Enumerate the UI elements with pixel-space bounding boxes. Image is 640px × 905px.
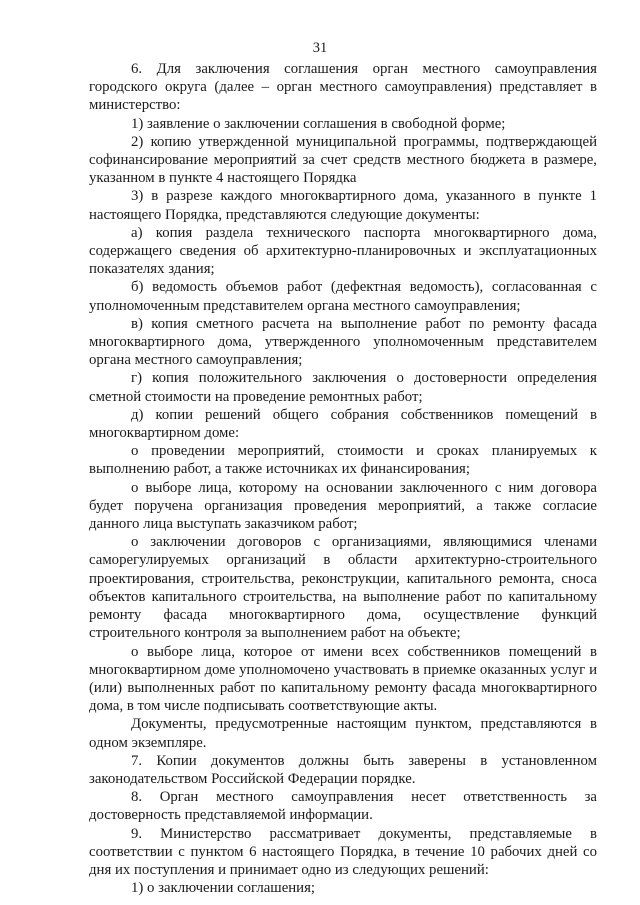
- document-body: [89, 60, 597, 897]
- paragraph-8: 8. Орган местного самоуправления несет ответственность за достоверность представляемой информации.: [89, 789, 597, 824]
- paragraph-6-item-3g: г) копия положительного заключения о достоверности определения сметной стоимости на проведение ремонтных работ;: [89, 370, 597, 405]
- paragraph-9: 9. Министерство рассматривает документы, представляемые в соответствии с пунктом 6 настоящего Порядка, в течение 10 рабочих дней со дня их поступления и принимает одно из следующих решений:: [89, 825, 597, 878]
- paragraph-6-item-3d: д) копии решений общего собрания собственников помещений в многоквартирном доме:: [89, 406, 597, 442]
- paragraph-6-item-1: 1) заявление о заключении соглашения в свободной форме;: [131, 115, 506, 132]
- paragraph-6-item-2: 2) копию утвержденной муниципальной программы, подтверждающей софинансирование мероприятий за счет средств местного бюджета в размере, указанном в пункте 4 настоящего Порядка: [89, 133, 597, 187]
- paragraph-6-intro: 6. Для заключения соглашения орган местного самоуправления городского округа (далее – орган местного самоуправления) представляет в министерство:: [89, 61, 597, 114]
- paragraph-6-item-3: 3) в разрезе каждого многоквартирного дома, указанного в пункте 1 настоящего Порядка, представляются следующие документы:: [89, 188, 597, 223]
- paragraph-decision-acceptance: о выборе лица, которое от имени всех собственников помещений в многоквартирном доме уполномочено участвовать в приемке оказанных услуг и (или) выполненных работ по капитальному ремонту фасада многоквартирного дома, в том числе подписывать соответствующие акты.: [89, 643, 597, 715]
- page-number: 31: [312, 40, 328, 56]
- paragraph-decision-measures: о проведении мероприятий, стоимости и сроках планируемых к выполнению работ, а также источниках их финансирования;: [89, 443, 597, 478]
- paragraph-6-item-3b: б) ведомость объемов работ (дефектная ведомость), согласованная с уполномоченным представителем органа местного самоуправления;: [89, 279, 597, 314]
- paragraph-7: 7. Копии документов должны быть заверены в установленном законодательством Российской Федерации порядке.: [89, 752, 597, 787]
- paragraph-documents-copies: Документы, предусмотренные настоящим пунктом, представляются в одном экземпляре.: [89, 716, 597, 751]
- paragraph-decision-contracts: о заключении договоров с организациями, являющимися членами саморегулируемых организаций в области архитектурно-строительного проектирования, строительства, реконструкции, капитального ремонта, сноса объектов капитального строительства, на выполнение работ по капитальному ремонту фасада многоквартирного дома, осуществление функций строительного контроля за выполнением работ на объекте;: [89, 534, 597, 642]
- paragraph-decision-customer: о выборе лица, которому на основании заключенного с ним договора будет поручена организация проведения мероприятий, а также согласие данного лица выступать заказчиком работ;: [89, 479, 597, 533]
- paragraph-6-item-3a: а) копия раздела технического паспорта многоквартирного дома, содержащего сведения об архитектурно-планировочных и эксплуатационных показателях здания;: [89, 224, 597, 278]
- paragraph-9-item-1: 1) о заключении соглашения;: [131, 880, 316, 897]
- paragraph-6-item-3v: в) копия сметного расчета на выполнение работ по ремонту фасада многоквартирного дома, утвержденного уполномоченным представителем органа местного самоуправления;: [89, 315, 597, 369]
